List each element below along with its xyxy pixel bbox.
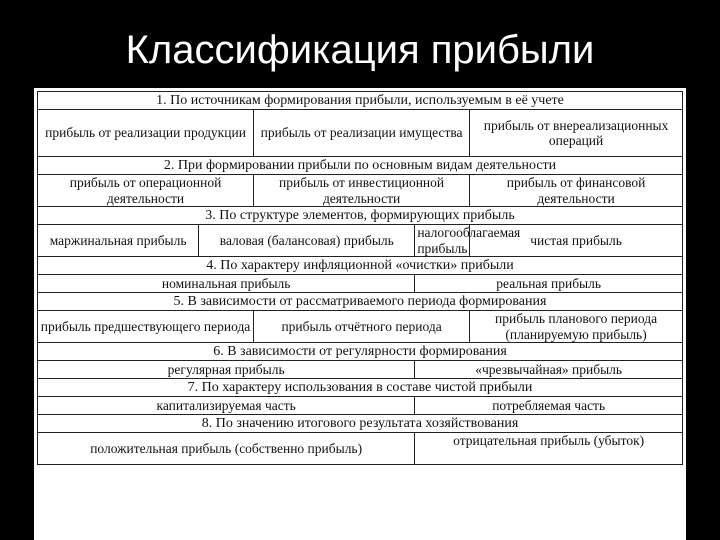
classification-item: регулярная прибыль (38, 361, 415, 379)
table-row (38, 225, 683, 257)
table-row (38, 397, 683, 415)
classification-item: валовая (балансовая) прибыль (199, 225, 415, 257)
classification-item: прибыль от финансовой деятельности (470, 175, 683, 207)
section-heading: 6. В зависимости от регулярности формирования (38, 343, 683, 361)
section-heading-row (38, 379, 683, 397)
slide-title: Классификация прибыли (125, 28, 595, 72)
table-row (38, 175, 683, 207)
section-heading-row (38, 293, 683, 311)
section-heading: 8. По значению итогового результата хозяйствования (38, 415, 683, 433)
section-heading: 1. По источникам формирования прибыли, используемым в её учете (38, 92, 683, 110)
section-heading-row (38, 207, 683, 225)
classification-item: прибыль от реализации продукции (38, 110, 254, 157)
section-heading-row (38, 92, 683, 110)
classification-item: налогооблагаемая прибыль (415, 225, 470, 257)
table-row (38, 311, 683, 343)
classification-item: потребляемая часть (415, 397, 683, 415)
section-heading-row (38, 257, 683, 275)
classification-item: прибыль от операционной деятельности (38, 175, 254, 207)
classification-item: положительная прибыль (собственно прибыль) (38, 433, 415, 465)
classification-item: прибыль предшествующего периода (38, 311, 254, 343)
classification-sheet (34, 88, 686, 540)
classification-item: прибыль планового периода (планируемую прибыль) (470, 311, 683, 343)
section-heading-row (38, 343, 683, 361)
section-heading-row (38, 415, 683, 433)
classification-item: прибыль от реализации имущества (254, 110, 470, 157)
classification-item: маржинальная прибыль (38, 225, 199, 257)
section-heading: 2. При формировании прибыли по основным видам деятельности (38, 157, 683, 175)
classification-item: капитализируемая часть (38, 397, 415, 415)
section-heading: 4. По характеру инфляционной «очистки» прибыли (38, 257, 683, 275)
section-heading: 7. По характеру использования в составе чистой прибыли (38, 379, 683, 397)
classification-item: номинальная прибыль (38, 275, 415, 293)
table-row (38, 433, 683, 465)
classification-item: чистая прибыль (470, 225, 683, 257)
classification-item: «чрезвычайная» прибыль (415, 361, 683, 379)
classification-item: реальная прибыль (415, 275, 683, 293)
section-heading: 3. По структуре элементов, формирующих прибыль (38, 207, 683, 225)
table-row (38, 361, 683, 379)
classification-item: прибыль от внереализационных операций (470, 110, 683, 157)
table-row (38, 110, 683, 157)
classification-table (37, 91, 683, 465)
classification-item: отрицательная прибыль (убыток) (415, 433, 683, 465)
table-row (38, 275, 683, 293)
section-heading-row (38, 157, 683, 175)
classification-item: прибыль от инвестиционной деятельности (254, 175, 470, 207)
classification-item: прибыль отчётного периода (254, 311, 470, 343)
section-heading: 5. В зависимости от рассматриваемого периода формирования (38, 293, 683, 311)
